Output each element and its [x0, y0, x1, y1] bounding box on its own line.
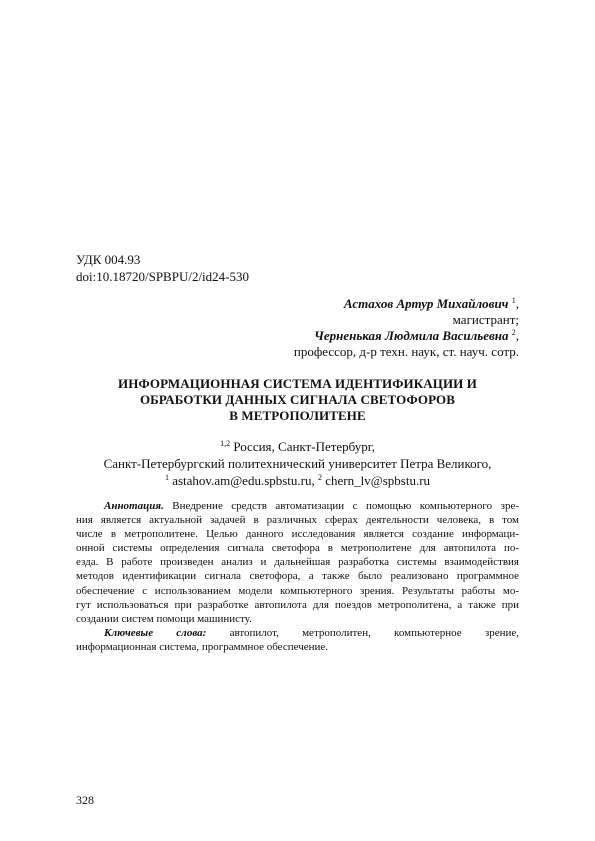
abstract-line: [76, 499, 519, 513]
title-line: В МЕТРОПОЛИТЕНЕ: [229, 408, 366, 423]
keywords-line: [76, 626, 519, 640]
udk-code: УДК 004.93: [76, 252, 141, 267]
author-1-name: Астахов Артур Михайлович: [343, 296, 509, 311]
abstract: [76, 499, 519, 654]
affiliation-emails: [76, 472, 519, 489]
author-1-suffix: ,: [515, 296, 519, 311]
title-line: ИНФОРМАЦИОННАЯ СИСТЕМА ИДЕНТИФИКАЦИИ И: [118, 376, 477, 391]
abstract-line: обеспечение с использованием модели компьютерного зрения. Результаты работы мо-: [76, 584, 519, 597]
abstract-line: езда. В работе произведен анализ и дальнейшая разработка системы взаимодействия: [76, 556, 519, 569]
abstract-line: числе в метрополитене. Целью данного исследования является создание информаци-: [76, 528, 519, 541]
email-1: astahov.am@edu.spbstu.ru,: [172, 473, 315, 488]
abstract-line: онной системы определения сигнала светофора в метрополитене для автопилота по-: [76, 542, 519, 555]
abstract-line: ния является актуальной задачей в различных сферах деятельности человека, в том: [76, 514, 519, 527]
author-1-sup: 1: [511, 296, 516, 305]
abstract-label: Аннотация.: [104, 500, 164, 512]
affiliation-location: [76, 438, 519, 455]
abstract-line-text: Внедрение средств автоматизации с помощью компьютерного зре-: [172, 500, 519, 512]
page-number: 328: [76, 793, 94, 807]
abstract-line: создании систем помощи машинисту.: [76, 612, 252, 625]
abstract-line: гут использоваться при разработке автопилота для поездов метрополитена, а также при: [76, 598, 519, 611]
author-1-role: магистрант;: [452, 312, 519, 327]
article-metadata: [76, 251, 249, 285]
keywords-label: Ключевые слова:: [104, 626, 207, 639]
email-2: chern_lv@spbstu.ru: [325, 473, 431, 488]
author-2-name: Черненькая Людмила Васильевна: [314, 328, 509, 343]
location-sup: 1,2: [220, 439, 231, 448]
author-1-line: [294, 296, 519, 312]
email-1-sup: 1: [164, 473, 169, 482]
abstract-line: методов идентификации сигнала светофора, а также было реализовано программное: [76, 570, 519, 583]
keywords-line-2: информационная система, программное обеспечение.: [76, 640, 329, 653]
email-2-sup: 2: [318, 473, 323, 482]
affiliation: [76, 438, 519, 489]
affiliation-university: Санкт-Петербургский политехнический университет Петра Великого,: [103, 456, 492, 471]
location-text: Россия, Санкт-Петербург,: [233, 439, 375, 454]
author-2-sup: 2: [511, 328, 516, 337]
doi: doi:10.18720/SPBPU/2/id24-530: [76, 269, 249, 284]
author-2-role: профессор, д-р техн. наук, ст. науч. сотр.: [293, 344, 519, 359]
author-2-suffix: ,: [515, 328, 519, 343]
author-2-line: [294, 328, 519, 344]
title-line: ОБРАБОТКИ ДАННЫХ СИГНАЛА СВЕТОФОРОВ: [139, 392, 456, 407]
authors-block: [294, 296, 519, 360]
article-title: [76, 376, 519, 424]
keywords-text: автопилот, метрополитен, компьютерное зрение,: [229, 626, 519, 639]
